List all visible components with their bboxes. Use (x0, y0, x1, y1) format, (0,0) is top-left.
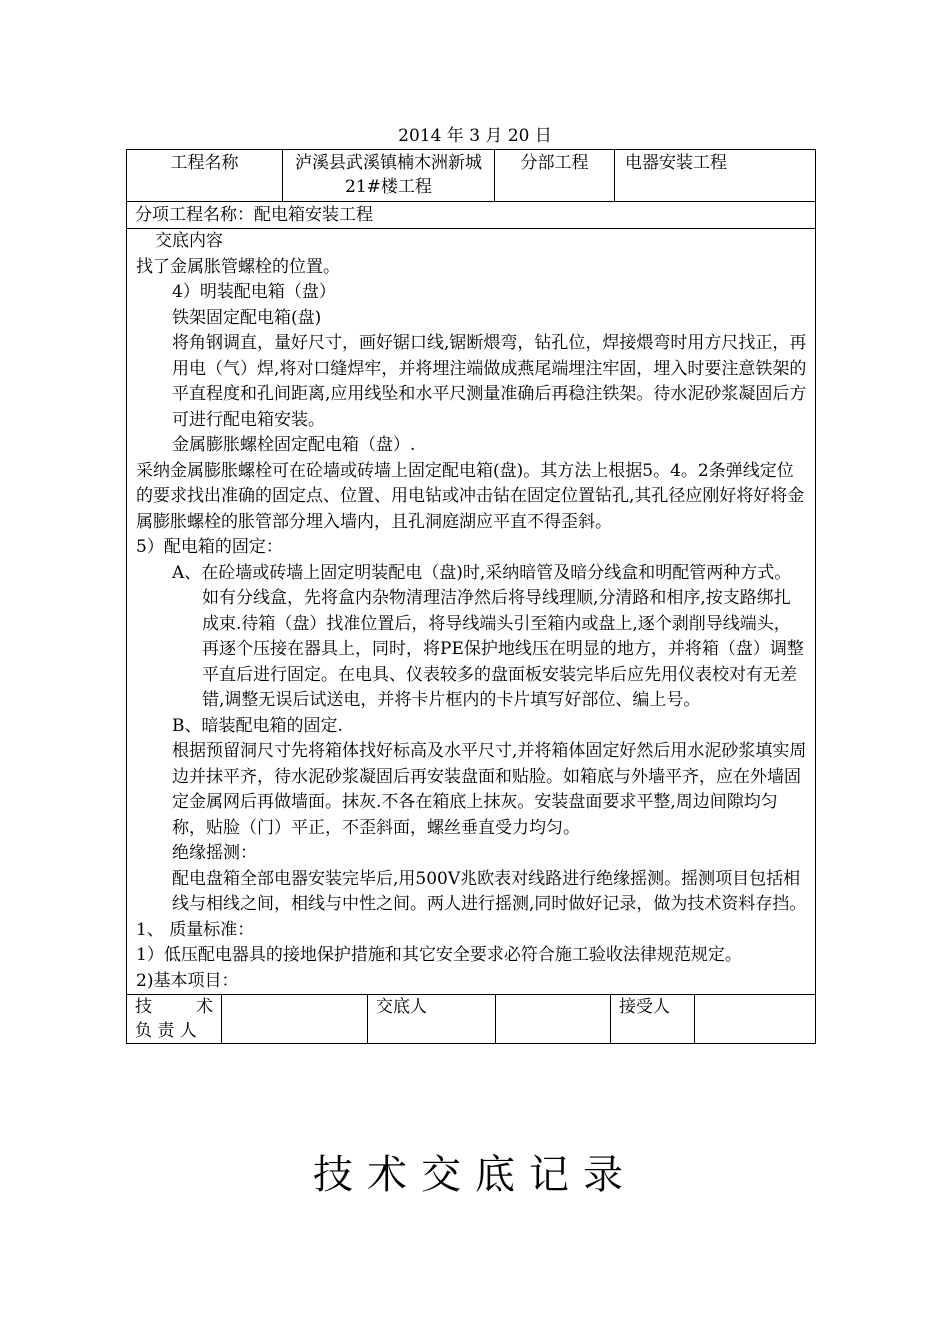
content-paragraph: 1、 质量标准： (136, 919, 255, 940)
tech-lead-label-part: 术 (196, 997, 213, 1017)
discloser-label-text: 交底人 (376, 997, 427, 1017)
division-label: 分部工程 (495, 150, 615, 201)
content-paragraph: 铁架固定配电箱(盘) (172, 307, 322, 328)
sub-project-name: 分项工程名称：配电箱安装工程 (135, 205, 373, 225)
tech-lead-label-part: 负 责 人 (135, 1021, 197, 1041)
content-paragraph: 采纳金属膨胀螺栓可在砼墙或砖墙上固定配电箱(盘)。其方法上根据5。4。2条弹线定位的要求找出准确的固定点、位置、用电钻或冲击钻在固定位置钻孔,其孔径应刚好将好将金属膨胀螺栓的胀管部分埋入墙内，且孔洞庭湖应平直不得歪斜。 (136, 460, 805, 532)
sub-project-row (127, 202, 815, 229)
content-paragraph: 找了金属胀管螺栓的位置。 (136, 256, 340, 277)
discloser-signature-field[interactable] (496, 995, 611, 1043)
project-name-label: 工程名称 (127, 150, 283, 201)
signature-row (127, 994, 815, 1043)
content-heading: 交底内容 (155, 231, 223, 251)
content-paragraph: 绝缘摇测： (172, 843, 257, 863)
receiver-label (611, 995, 695, 1043)
tech-lead-label (127, 995, 222, 1043)
division-value: 电器安装工程 (625, 153, 727, 173)
tech-lead-label-part: 技 (135, 997, 152, 1017)
content-paragraph: 将角钢调直，量好尺寸，画好锯口线,锯断煨弯，钻孔位，焊接煨弯时用方尺找正，再用电（气）焊,将对口缝焊牢，并将埋注端做成燕尾端埋注牢固，埋入时要注意铁架的平直程度和孔间距离,应用线坠和水平尺测量准确后再稳注铁架。待水泥砂浆凝固后方可进行配电箱安装。 (172, 333, 807, 430)
disclosure-content (127, 229, 815, 994)
receiver-signature-field[interactable] (695, 995, 815, 1043)
record-table (126, 149, 816, 1044)
tech-lead-signature-field[interactable] (222, 995, 368, 1043)
content-paragraph: A、在砼墙或砖墙上固定明装配电（盘)时,采纳暗管及暗分线盒和明配管两种方式。如有分线盒，先将盒内杂物清理洁净然后将导线理顺,分清路和相序,按支路绑扎成束.待箱（盘）找准位置后，将导线端头引至箱内或盘上,逐个剥削导线端头，再逐个压接在器具上，同时，将PE保护地线压在明显的地方，并将箱（盘）调整平直后进行固定。在电具、仪表较多的盘面板安装完毕后应先用仪表校对有无差错,调整无误后试送电，并将卡片框内的卡片填写好部位、编上号。 (172, 562, 804, 710)
content-paragraph: 金属膨胀螺栓固定配电箱（盘）. (172, 435, 416, 455)
content-paragraph: 5）配电箱的固定： (136, 537, 283, 557)
content-paragraph: B、暗装配电箱的固定. (172, 715, 343, 736)
project-name-value: 泸溪县武溪镇楠木洲新城21#楼工程 (283, 150, 495, 201)
record-date: 2014 年 3 月 20 日 (398, 126, 552, 146)
discloser-label (368, 995, 496, 1043)
content-paragraph: 1）低压配电器具的接地保护措施和其它安全要求必符合施工验收法律规范规定。 (136, 945, 742, 965)
document-title: 技术交底记录 (313, 1152, 637, 1198)
content-paragraph: 根据预留洞尺寸先将箱体找好标高及水平尺寸,并将箱体固定好然后用水泥砂浆填实周边并抹平齐，待水泥砂浆凝固后再安装盘面和贴脸。如箱底与外墙平齐，应在外墙固定金属网后再做墙面。抹灰.不各在箱底上抹灰。安装盘面要求平整,周边间隙均匀称，贴脸（门）平正，不歪斜面，螺丝垂直受力均匀。 (172, 741, 807, 838)
content-paragraph: 配电盘箱全部电器安装完毕后,用500V兆欧表对线路进行绝缘摇测。摇测项目包括相线与相线之间，相线与中性之间。两人进行摇测,同时做好记录，做为技术资料存挡。 (172, 868, 807, 914)
header-row (127, 150, 815, 202)
content-paragraph: 2)基本项目： (136, 970, 239, 991)
content-paragraph: 4）明装配电箱（盘） (172, 282, 336, 302)
receiver-label-text: 接受人 (619, 997, 670, 1017)
